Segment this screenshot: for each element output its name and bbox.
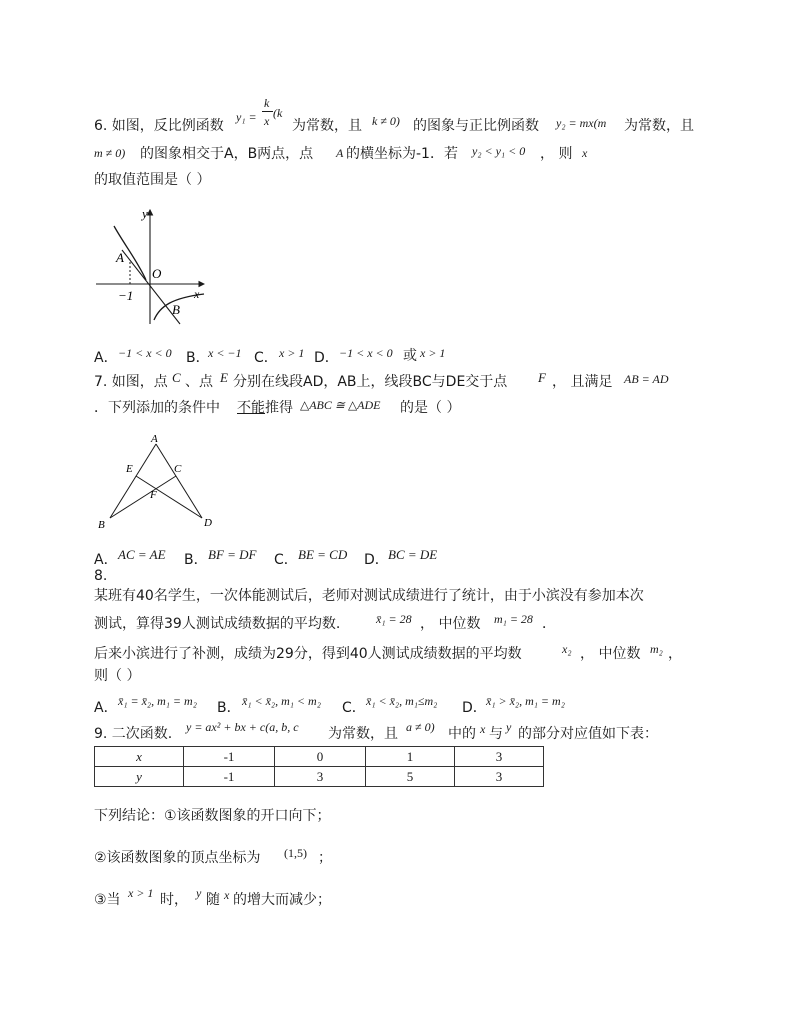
q9-conclusion: 下列结论：①该函数图象的开口向下；: [94, 808, 331, 824]
q6-text: ， 则: [540, 146, 573, 162]
q6-math: k: [264, 96, 270, 110]
table-row: [95, 767, 544, 787]
q6-text: 为常数，且: [292, 118, 362, 134]
q7-text: ， 且满足: [552, 374, 613, 390]
q9-math: y: [506, 720, 512, 734]
q6-math: (k: [273, 106, 283, 120]
q6-text: 为常数，且: [624, 118, 694, 134]
table-cell: -1: [184, 767, 275, 787]
q6-text: 的图象与正比例函数: [413, 118, 539, 134]
option-math: −1 < x < 0: [339, 346, 393, 360]
table-cell: 3: [455, 767, 544, 787]
q9-text: 时，: [160, 892, 188, 908]
q6-text: 的图象相交于A，B两点，点: [140, 146, 314, 162]
q7-emphasis: 不能: [237, 400, 265, 416]
option-label: D．: [462, 700, 487, 716]
q9-text: 9. 二次函数.: [94, 726, 173, 742]
q9-math: x: [224, 888, 230, 902]
option-math: x̄₁ < x̄₂, m₁≤m₂: [366, 694, 438, 708]
q6-text: 的横坐标为-1．若: [346, 146, 458, 162]
option-text: 或: [403, 348, 417, 364]
q8-math: m₁ = 28: [494, 612, 533, 626]
table-cell: 3: [455, 747, 544, 767]
q9-text: 与: [489, 726, 503, 742]
option-label: D．: [314, 350, 339, 366]
q8-text: 测试，算得39人测试成绩数据的平均数.: [94, 616, 341, 632]
table-cell: x: [95, 747, 184, 767]
q7-text: 7. 如图，点: [94, 374, 168, 390]
q7-math: AB = AD: [624, 372, 669, 386]
table-row: [95, 747, 544, 767]
fig-label: x: [194, 287, 200, 301]
option-math: AC = AE: [118, 547, 166, 562]
q8-number: 8.: [94, 568, 108, 584]
q6-math: x: [264, 114, 270, 128]
value-table: [94, 746, 544, 787]
q8-text: ， 中位数: [580, 646, 641, 662]
option-math: x > 1: [279, 346, 305, 360]
q7-text: 分别在线段AD，AB上，线段BC与DE交于点: [233, 374, 508, 390]
q6-math: m ≠ 0): [94, 146, 126, 160]
q8-math: x̄₁ = 28: [376, 612, 412, 626]
option-math: x̄₁ = x̄₂, m₁ = m₂: [118, 694, 197, 708]
option-label: D．: [364, 552, 389, 568]
option-math: BE = CD: [298, 547, 348, 562]
fig-label: B: [172, 302, 180, 317]
q7-text: 的是（ ）: [400, 400, 461, 416]
option-label: B．: [186, 350, 210, 366]
option-math: BF = DF: [208, 547, 257, 562]
q9-math: x: [480, 722, 486, 736]
option-math: −1 < x < 0: [118, 346, 172, 360]
q6-text: 的取值范围是（ ）: [94, 172, 211, 188]
q9-text: ；: [318, 850, 332, 866]
q9-text: 的部分对应值如下表：: [518, 726, 658, 742]
fig-label: E: [126, 463, 133, 475]
q9-text: 的增大而减少；: [233, 892, 331, 908]
q9-math: (1,5): [284, 846, 307, 860]
q8-math: m₂: [650, 642, 663, 656]
table-cell: 1: [366, 747, 455, 767]
table-cell: -1: [184, 747, 275, 767]
q9-text: 随: [206, 892, 220, 908]
q6-math: y₂ = mx(m: [556, 116, 607, 130]
q8-text: 某班有40名学生，一次体能测试后，老师对测试成绩进行了统计，由于小滨没有参加本次: [94, 588, 644, 604]
q9-math: a ≠ 0): [406, 720, 435, 734]
q7-text: 推得: [265, 400, 293, 416]
fig-label: y: [142, 206, 148, 221]
q7-figure: [94, 430, 218, 530]
option-math: x̄₁ > x̄₂, m₁ = m₂: [486, 694, 565, 708]
fig-label: O: [152, 266, 162, 281]
q6-math: x: [582, 146, 588, 160]
option-label: C．: [342, 700, 366, 716]
option-math: x̄₁ < x̄₂, m₁ < m₂: [242, 694, 321, 708]
q9-conclusion: ③当: [94, 892, 121, 908]
q8-text: ，: [668, 646, 682, 662]
q9-text: 中的: [448, 726, 476, 742]
q6-figure: [94, 204, 210, 326]
fraction-bar: [262, 111, 273, 112]
q9-text: 为常数，且: [328, 726, 398, 742]
q9-math: y: [196, 886, 202, 900]
table-cell: 5: [366, 767, 455, 787]
fig-label: D: [204, 517, 212, 529]
fig-label: C: [174, 463, 182, 475]
q7-text: 、点: [185, 374, 213, 390]
q7-math: △ABC ≅ △ADE: [300, 398, 381, 412]
q6-text: 6. 如图，反比例函数: [94, 118, 224, 134]
q8-text: ．: [542, 616, 556, 632]
option-label: B．: [184, 552, 208, 568]
q8-text: ， 中位数: [420, 616, 481, 632]
q7-math: E: [220, 370, 228, 385]
fig-label: B: [98, 519, 105, 530]
option-label: B．: [217, 700, 241, 716]
q7-math: F: [538, 370, 546, 385]
option-label: A．: [94, 552, 118, 568]
q6-math: k ≠ 0): [372, 114, 400, 128]
fig-label: A: [116, 250, 124, 265]
option-math: x > 1: [420, 346, 446, 360]
q9-math: y = ax² + bx + c(a, b, c: [186, 720, 299, 734]
q8-math: x₂: [562, 642, 572, 656]
q6-math: A: [336, 146, 344, 160]
fig-label: −1: [118, 288, 134, 303]
q7-text: ．下列添加的条件中: [94, 400, 220, 416]
fig-label: F: [150, 489, 157, 501]
table-cell: y: [95, 767, 184, 787]
table-cell: 0: [275, 747, 366, 767]
q6-math: y₁ =: [236, 110, 257, 124]
option-label: C．: [274, 552, 298, 568]
table-cell: 3: [275, 767, 366, 787]
q8-text: 后来小滨进行了补测，成绩为29分，得到40人测试成绩数据的平均数: [94, 646, 522, 662]
q9-conclusion: ②该函数图象的顶点坐标为: [94, 850, 261, 866]
fig-label: A: [151, 433, 158, 445]
q8-text: 则（ ）: [94, 668, 141, 684]
q6-math: y₂ < y₁ < 0: [472, 144, 526, 158]
q9-math: x > 1: [128, 886, 154, 900]
option-label: A．: [94, 350, 118, 366]
q7-math: C: [172, 370, 181, 385]
option-label: C．: [254, 350, 278, 366]
option-math: BC = DE: [388, 547, 438, 562]
option-math: x < −1: [208, 346, 242, 360]
option-label: A．: [94, 700, 118, 716]
